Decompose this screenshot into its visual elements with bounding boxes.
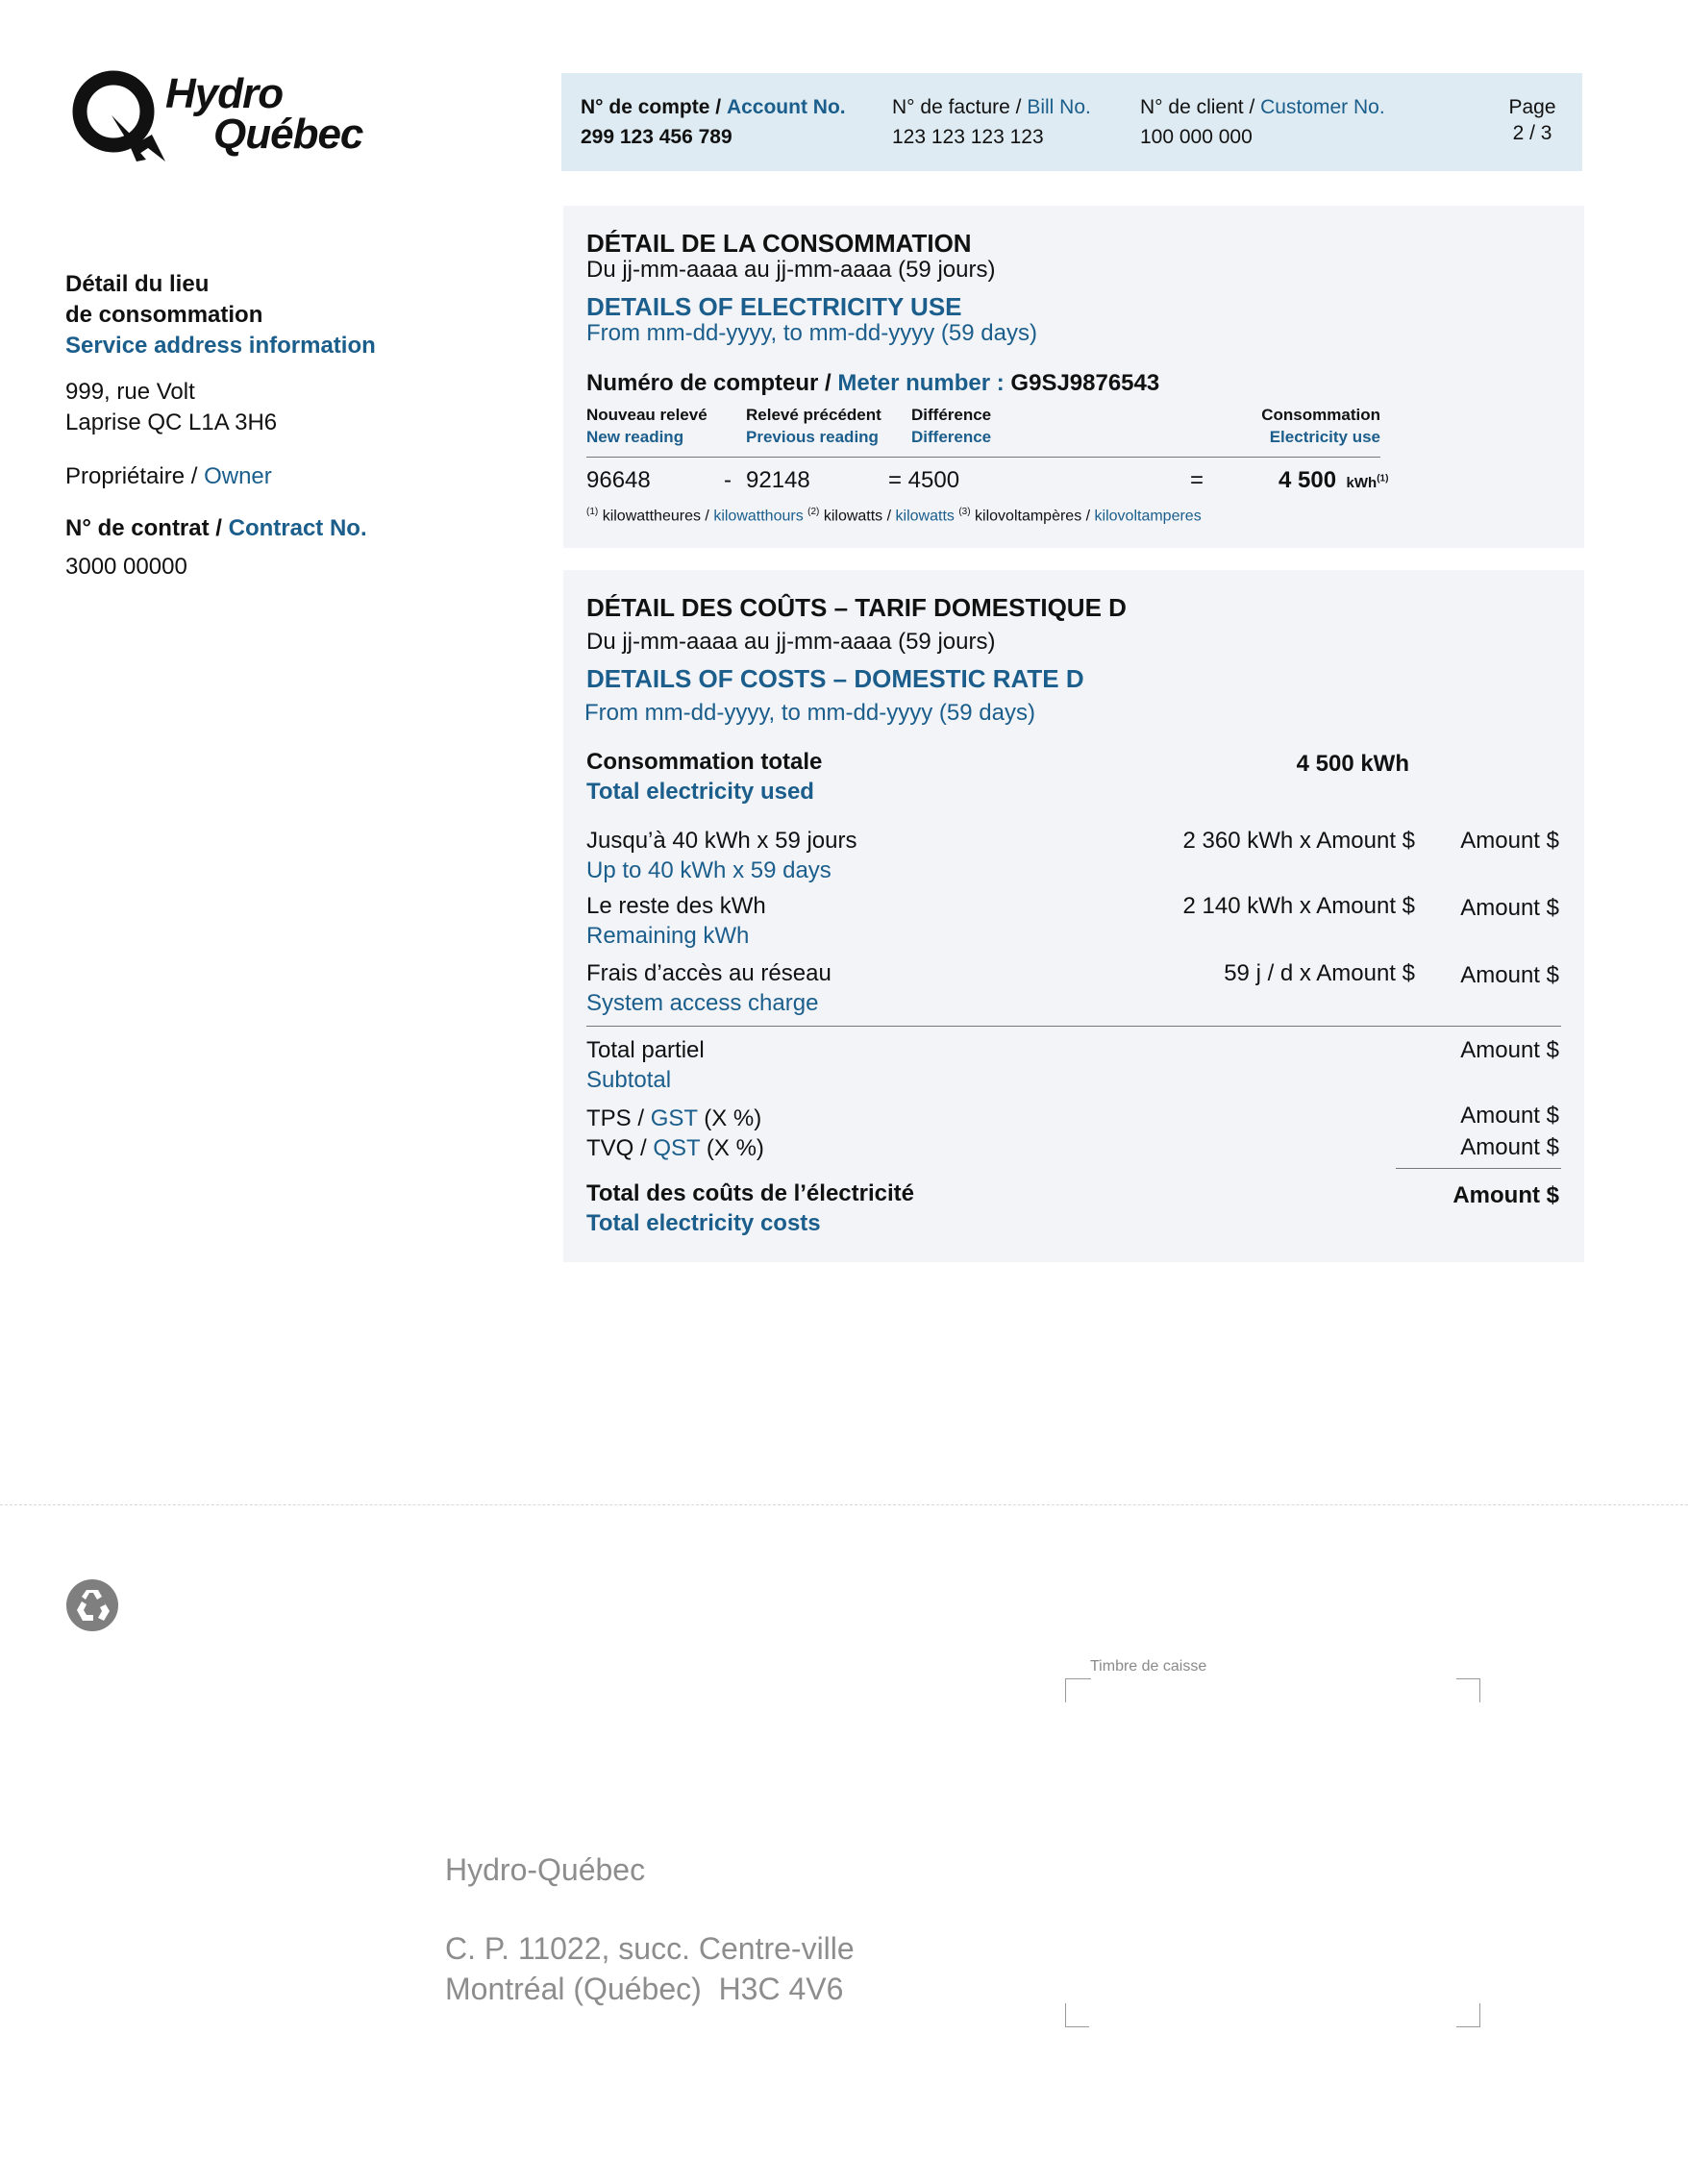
subtotal-label-en: Subtotal	[586, 1067, 672, 1093]
recycle-icon	[65, 1578, 119, 1632]
col-new-reading-header	[586, 404, 707, 448]
col-prev-fr: Relevé précédent	[746, 406, 881, 424]
consumption-period-fr: Du jj-mm-aaaa au jj-mm-aaaa (59 jours)	[586, 257, 996, 283]
customer-number-block	[1140, 92, 1385, 152]
address-line-2: Laprise QC L1A 3H6	[65, 410, 278, 435]
gst-label-fr: TPS /	[586, 1105, 645, 1131]
total-use-label-en: Total electricity used	[586, 779, 814, 805]
return-address-line-1: C. P. 11022, succ. Centre-ville	[445, 1931, 855, 1966]
col-electricity-use-header	[1217, 404, 1380, 448]
footnote-3-ref: (3)	[958, 507, 971, 517]
subtotal-divider	[586, 1026, 1561, 1027]
return-address-name: Hydro-Québec	[445, 1852, 646, 1887]
total-costs-amount: Amount $	[1452, 1182, 1559, 1208]
rate-row-1-en: Up to 40 kWh x 59 days	[586, 857, 832, 883]
col-diff-en: Difference	[911, 428, 992, 446]
stamp-corner-bl	[1065, 2003, 1089, 2027]
rate-row-2-calc: 2 140 kWh x Amount $	[1182, 893, 1415, 919]
meter-number-line	[586, 369, 1159, 398]
rate-row-2-en: Remaining kWh	[586, 923, 750, 949]
qst-label-en: QST	[653, 1135, 701, 1161]
gst-amount: Amount $	[1460, 1103, 1559, 1129]
col-use-en: Electricity use	[1269, 428, 1380, 446]
customer-number: 100 000 000	[1140, 126, 1253, 148]
owner-label-fr: Propriétaire /	[65, 463, 198, 489]
subtotal-label-fr: Total partiel	[586, 1037, 705, 1063]
rate-row-1-amount: Amount $	[1460, 828, 1559, 854]
col-use-fr: Consommation	[1261, 406, 1380, 424]
meter-label-fr: Numéro de compteur /	[586, 370, 832, 396]
return-address-line-2: Montréal (Québec) H3C 4V6	[445, 1972, 844, 2006]
rate-row-2-amount: Amount $	[1460, 895, 1559, 921]
costs-title-en: DETAILS OF COSTS – DOMESTIC RATE D	[586, 664, 1084, 693]
stamp-corner-br	[1456, 2003, 1480, 2027]
new-reading-value: 96648	[586, 467, 651, 493]
total-divider	[1396, 1168, 1561, 1169]
footnote-1-en: kilowatthours	[713, 508, 804, 525]
customer-label-fr: N° de client /	[1140, 96, 1255, 118]
page-number: 2 / 3	[1512, 122, 1552, 144]
meter-label-en: Meter number :	[837, 370, 1005, 396]
footnote-2-fr: kilowatts /	[823, 508, 892, 525]
account-label-en: Account No.	[726, 96, 846, 118]
rate-row-2-fr: Le reste des kWh	[586, 893, 766, 919]
stamp-corner-tr	[1456, 1678, 1480, 1702]
consumption-title-fr: DÉTAIL DE LA CONSOMMATION	[586, 229, 972, 258]
sidebar-title-fr-1: Détail du lieu	[65, 271, 210, 297]
account-label-fr: N° de compte /	[581, 96, 722, 118]
sidebar-title-fr-2: de consommation	[65, 302, 263, 328]
difference-value: = 4500	[888, 467, 960, 493]
contract-label-en: Contract No.	[228, 515, 367, 541]
gst-label-en: GST	[650, 1105, 698, 1131]
qst-amount: Amount $	[1460, 1134, 1559, 1160]
address-line-1: 999, rue Volt	[65, 379, 195, 405]
col-previous-reading-header	[746, 404, 881, 448]
return-address	[445, 1849, 855, 2009]
account-header-band	[561, 73, 1582, 171]
bill-label-fr: N° de facture /	[892, 96, 1022, 118]
qst-rate: (X %)	[706, 1135, 764, 1161]
costs-period-fr: Du jj-mm-aaaa au jj-mm-aaaa (59 jours)	[586, 629, 996, 655]
rate-row-3-amount: Amount $	[1460, 962, 1559, 988]
hydro-quebec-logo	[69, 67, 377, 173]
footnote-2-en: kilowatts	[895, 508, 955, 525]
rate-row-3-calc: 59 j / d x Amount $	[1224, 960, 1415, 986]
qst-label-fr: TVQ /	[586, 1135, 647, 1161]
col-difference-header	[911, 404, 991, 448]
bill-number-block	[892, 92, 1091, 152]
rate-row-1-calc: 2 360 kWh x Amount $	[1182, 828, 1415, 854]
contract-number: 3000 00000	[65, 554, 187, 580]
customer-label-en: Customer No.	[1260, 96, 1385, 118]
rate-row-3-fr: Frais d’accès au réseau	[586, 960, 832, 986]
consumption-title-en: DETAILS OF ELECTRICITY USE	[586, 292, 962, 321]
use-value: 4 500	[1278, 467, 1337, 493]
use-unit: kWh	[1346, 475, 1378, 491]
gst-rate: (X %)	[704, 1105, 762, 1131]
page-indicator	[1503, 92, 1561, 148]
footnote-3-en: kilovoltamperes	[1094, 508, 1202, 525]
previous-reading-value: 92148	[746, 467, 810, 493]
contract-line	[65, 513, 469, 544]
minus-sign: -	[724, 467, 732, 493]
total-use-value: 4 500 kWh	[1296, 751, 1409, 777]
account-number-block	[581, 92, 846, 152]
unit-footnotes	[586, 503, 1202, 526]
costs-period-en: From mm-dd-yyyy, to mm-dd-yyyy (59 days)	[584, 700, 1035, 726]
detach-line	[0, 1504, 1688, 1505]
reading-divider	[586, 457, 1380, 458]
cashier-stamp-label: Timbre de caisse	[1090, 1658, 1207, 1675]
col-prev-en: Previous reading	[746, 428, 879, 446]
owner-label-en: Owner	[204, 463, 272, 489]
total-use-label-fr: Consommation totale	[586, 749, 823, 775]
qst-line	[586, 1133, 764, 1163]
bill-number: 123 123 123 123	[892, 126, 1044, 148]
costs-title-fr: DÉTAIL DES COÛTS – TARIF DOMESTIQUE D	[586, 593, 1127, 622]
gst-line	[586, 1104, 761, 1133]
logo-word-hydro: Hydro	[165, 70, 284, 117]
service-address-sidebar	[65, 269, 469, 583]
rate-row-3-en: System access charge	[586, 990, 819, 1016]
stamp-corner-tl	[1065, 1678, 1091, 1702]
rate-row-1-fr: Jusqu’à 40 kWh x 59 jours	[586, 828, 857, 854]
cost-details-panel	[563, 570, 1584, 1262]
meter-number: G9SJ9876543	[1010, 370, 1160, 396]
owner-line	[65, 461, 469, 492]
footnote-2-ref: (2)	[807, 507, 820, 517]
use-footnote-ref: (1)	[1377, 473, 1389, 484]
electricity-use-total	[1278, 467, 1388, 494]
footnote-1-ref: (1)	[586, 507, 599, 517]
col-diff-fr: Différence	[911, 406, 992, 424]
consumption-details-panel	[563, 206, 1584, 548]
bill-label-en: Bill No.	[1027, 96, 1091, 118]
total-costs-label-en: Total electricity costs	[586, 1210, 821, 1236]
col-new-fr: Nouveau relevé	[586, 406, 707, 424]
contract-label-fr: N° de contrat /	[65, 515, 222, 541]
logo-word-quebec: Québec	[213, 111, 363, 158]
col-new-en: New reading	[586, 428, 684, 446]
footnote-1-fr: kilowattheures /	[602, 508, 709, 525]
subtotal-amount: Amount $	[1460, 1037, 1559, 1063]
equals-sign: =	[1190, 467, 1204, 493]
page-label: Page	[1508, 96, 1556, 118]
consumption-period-en: From mm-dd-yyyy, to mm-dd-yyyy (59 days)	[586, 320, 1037, 346]
footnote-3-fr: kilovoltampères /	[975, 508, 1091, 525]
total-costs-label-fr: Total des coûts de l’électricité	[586, 1180, 914, 1206]
account-number: 299 123 456 789	[581, 126, 732, 148]
sidebar-title-en: Service address information	[65, 333, 376, 359]
